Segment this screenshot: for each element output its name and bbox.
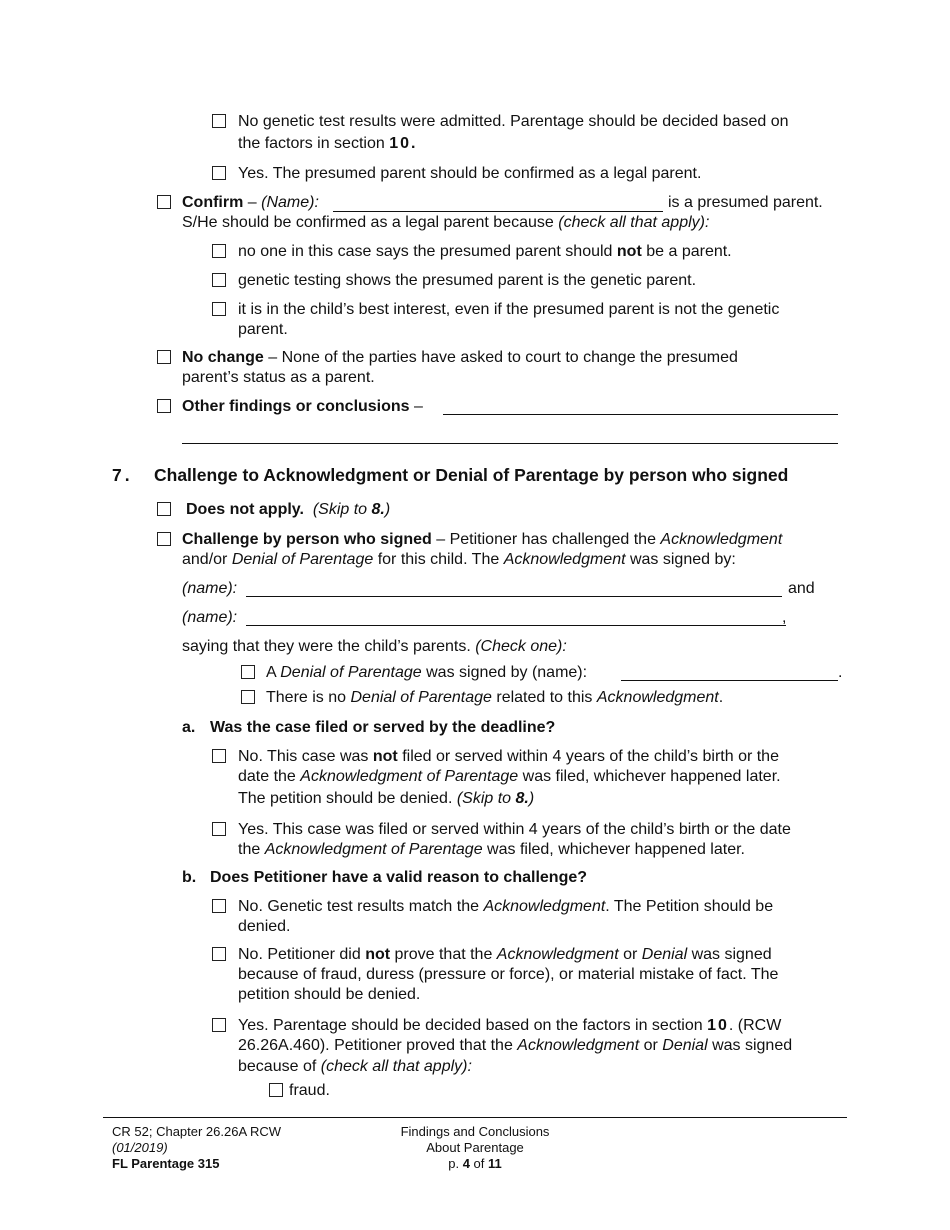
confirm-suffix: is a presumed parent. (668, 194, 823, 211)
confirm-line2: S/He should be confirmed as a legal parent because (check all that apply): (182, 214, 710, 231)
saying-parents-text: saying that they were the child’s parents. (Check one): (182, 638, 567, 655)
confirm-name-field[interactable] (333, 211, 663, 212)
confirm-label-line: Confirm – (Name): (182, 194, 319, 211)
reason-no-proof-line2: because of fraud, duress (pressure or force), or material mistake of fact. The (238, 966, 779, 983)
checkbox-deadline-no[interactable] (212, 749, 226, 763)
deadline-yes-line1: Yes. This case was filed or served within 4 years of the child’s birth or the date (238, 821, 791, 838)
checkbox-deadline-yes[interactable] (212, 822, 226, 836)
section-7-number: 7. (112, 465, 133, 485)
confirm-best-interest-line2: parent. (238, 321, 288, 338)
footer-left (112, 1124, 281, 1172)
other-findings-label: Other findings or conclusions – (182, 398, 423, 415)
section-7-title: Challenge to Acknowledgment or Denial of Parentage by person who signed (154, 465, 789, 485)
denial-signed-text: A Denial of Parentage was signed by (name): (266, 664, 588, 681)
footer-rule-citation: CR 52; Chapter 26.26A RCW (112, 1124, 282, 1139)
signer2-name-field[interactable] (246, 625, 786, 626)
part-b-letter: b. (182, 869, 197, 886)
does-not-apply-text: Does not apply. (Skip to 8.) (186, 501, 391, 518)
no-genetic-results-text-line2: the factors in section 10. (238, 135, 418, 152)
footer-center (365, 1124, 585, 1172)
signer2-name-label: (name): (182, 609, 238, 626)
reason-no-match-line2: denied. (238, 918, 291, 935)
signer1-name-label: (name): (182, 580, 238, 597)
part-b-question: Does Petitioner have a valid reason to challenge? (210, 869, 588, 886)
confirm-best-interest-line1: it is in the child’s best interest, even if the presumed parent is not the genetic (238, 301, 780, 318)
confirm-no-one-objects-text: no one in this case says the presumed parent should not be a parent. (238, 243, 732, 260)
checkbox-no-denial[interactable] (241, 690, 255, 704)
reason-no-match-line1: No. Genetic test results match the Acknowledgment. The Petition should be (238, 898, 774, 915)
other-findings-field-line2[interactable] (182, 443, 838, 444)
other-findings-field-line1[interactable] (443, 414, 838, 415)
reason-yes-line1: Yes. Parentage should be decided based on the factors in section 10. (RCW (238, 1017, 782, 1034)
footer-rule (103, 1117, 847, 1118)
checkbox-no-change[interactable] (157, 350, 171, 364)
checkbox-no-genetic-results[interactable] (212, 114, 226, 128)
part-a-question: Was the case filed or served by the deadline? (210, 719, 556, 736)
checkbox-confirm[interactable] (157, 195, 171, 209)
footer-title-line2: About Parentage (426, 1140, 524, 1155)
checkbox-reason-no-proof[interactable] (212, 947, 226, 961)
no-genetic-results-text-line1: No genetic test results were admitted. Parentage should be decided based on (238, 113, 789, 130)
checkbox-other-findings[interactable] (157, 399, 171, 413)
checkbox-does-not-apply[interactable] (157, 502, 171, 516)
checkbox-yes-presumed-confirmed[interactable] (212, 166, 226, 180)
challenge-line1: Challenge by person who signed – Petitioner has challenged the Acknowledgment (182, 531, 783, 548)
footer-date: (01/2019) (112, 1140, 168, 1155)
part-a-letter: a. (182, 719, 196, 736)
deadline-no-line1: No. This case was not filed or served within 4 years of the child’s birth or the (238, 748, 779, 765)
checkbox-confirm-no-one-objects[interactable] (212, 244, 226, 258)
checkbox-fraud[interactable] (269, 1083, 283, 1097)
checkbox-reason-no-match[interactable] (212, 899, 226, 913)
footer-title-line1: Findings and Conclusions (400, 1124, 550, 1139)
reason-yes-line2: 26.26A.460). Petitioner proved that the Acknowledgment or Denial was signed (238, 1037, 793, 1054)
signer2-comma: , (782, 609, 787, 626)
checkbox-confirm-genetic-testing[interactable] (212, 273, 226, 287)
checkbox-reason-yes[interactable] (212, 1018, 226, 1032)
signer1-and: and (788, 580, 815, 597)
challenge-line2: and/or Denial of Parentage for this child. The Acknowledgment was signed by: (182, 551, 736, 568)
checkbox-confirm-best-interest[interactable] (212, 302, 226, 316)
deadline-no-line3: The petition should be denied. (Skip to 8.) (238, 790, 535, 807)
checkbox-challenge-by-signer[interactable] (157, 532, 171, 546)
signer1-name-field[interactable] (246, 596, 782, 597)
reason-no-proof-line3: petition should be denied. (238, 986, 421, 1003)
no-denial-text: There is no Denial of Parentage related to this Acknowledgment. (266, 689, 724, 706)
confirm-genetic-testing-text: genetic testing shows the presumed parent is the genetic parent. (238, 272, 697, 289)
denial-period: . (838, 664, 843, 681)
fraud-text: fraud. (289, 1082, 330, 1099)
footer-page-number: p. 4 of 11 (448, 1156, 502, 1171)
reason-yes-line3: because of (check all that apply): (238, 1058, 472, 1075)
footer-form-id: FL Parentage 315 (112, 1156, 220, 1171)
deadline-yes-line2: the Acknowledgment of Parentage was filed, whichever happened later. (238, 841, 745, 858)
denial-signer-name-field[interactable] (621, 680, 838, 681)
yes-presumed-confirmed-text: Yes. The presumed parent should be confirmed as a legal parent. (238, 165, 702, 182)
no-change-line2: parent’s status as a parent. (182, 369, 375, 386)
deadline-no-line2: date the Acknowledgment of Parentage was filed, whichever happened later. (238, 768, 781, 785)
checkbox-denial-signed[interactable] (241, 665, 255, 679)
no-change-line1: No change – None of the parties have asked to court to change the presumed (182, 349, 738, 366)
reason-no-proof-line1: No. Petitioner did not prove that the Acknowledgment or Denial was signed (238, 946, 772, 963)
